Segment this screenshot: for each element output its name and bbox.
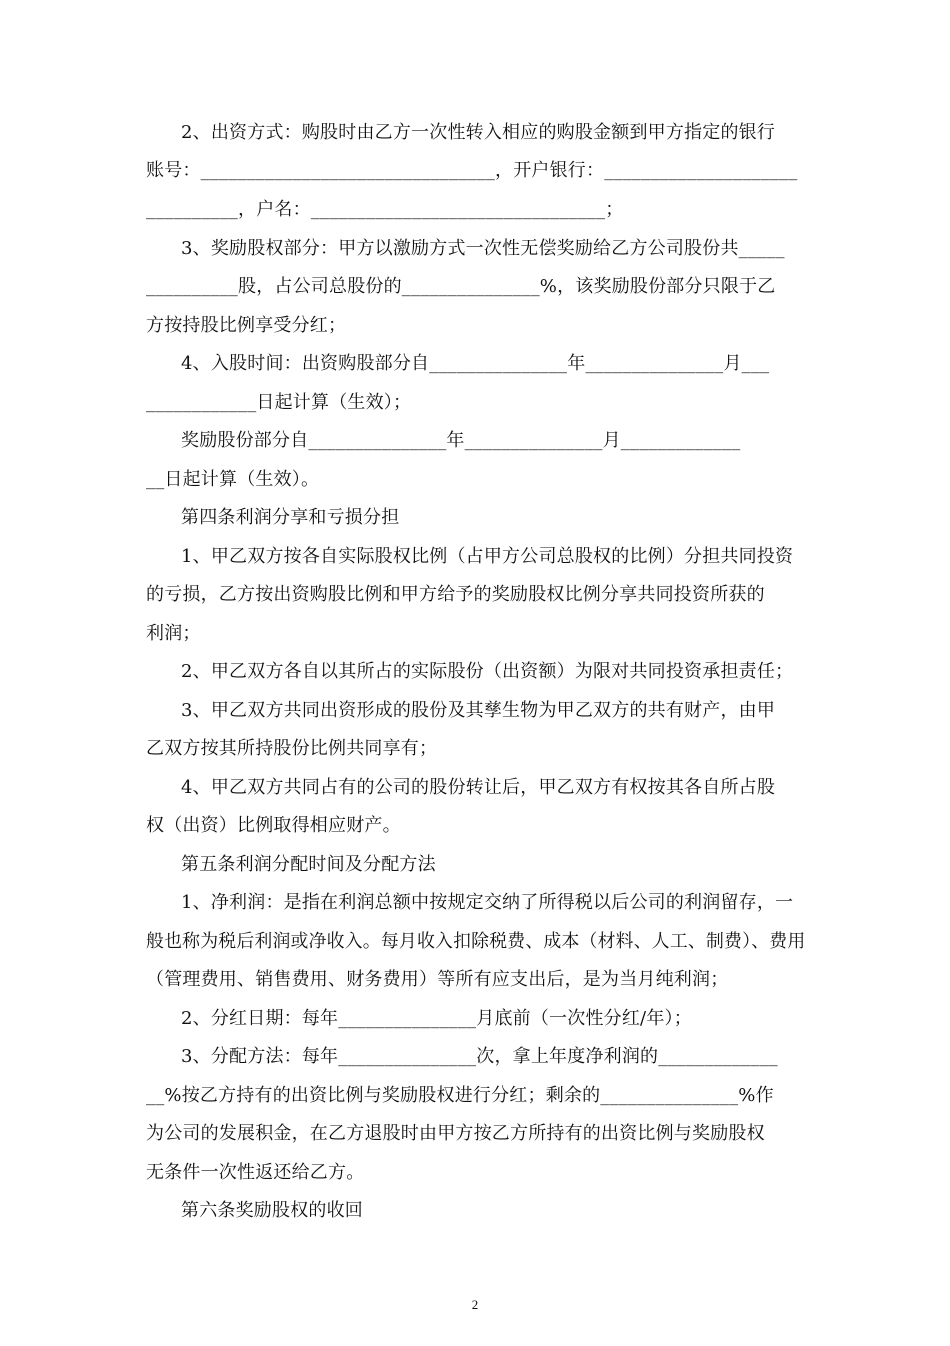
page-number: 2 xyxy=(471,1297,479,1312)
paragraph-line: （管理费用、销售费用、财务费用）等所有应支出后，是为当月纯利润； xyxy=(146,969,729,990)
paragraph-line: 4、甲乙双方共同占有的公司的股份转让后，甲乙双方有权按其各自所占股 xyxy=(181,777,776,798)
paragraph-line: 账号：________________________________，开户银行：_____________________ xyxy=(146,160,798,181)
paragraph-line: 2、出资方式：购股时由乙方一次性转入相应的购股金额到甲方指定的银行 xyxy=(181,122,776,143)
paragraph-line: 为公司的发展积金，在乙方退股时由甲方按乙方所持有的出资比例与奖励股权 xyxy=(146,1123,765,1144)
paragraph-line: __________，户名：________________________________； xyxy=(146,199,624,220)
paragraph-line: __________股，占公司总股份的_______________%，该奖励股份部分只限于乙 xyxy=(146,276,776,297)
paragraph-line: __日起计算（生效）。 xyxy=(146,469,320,490)
paragraph-line: 无条件一次性返还给乙方。 xyxy=(146,1162,365,1183)
paragraph-line: 3、甲乙双方共同出资形成的股份及其孳生物为甲乙双方的共有财产，由甲 xyxy=(181,700,776,721)
paragraph-line: 2、分红日期：每年_______________月底前（一次性分红/年）； xyxy=(181,1008,692,1029)
paragraph-line: 乙双方按其所持股份比例共同享有； xyxy=(146,738,438,759)
section-heading: 第五条利润分配时间及分配方法 xyxy=(181,854,436,875)
paragraph-line: 2、甲乙双方各自以其所占的实际股份（出资额）为限对共同投资承担责任； xyxy=(181,661,794,682)
paragraph-line: ____________日起计算（生效）； xyxy=(146,392,412,413)
section-heading: 第六条奖励股权的收回 xyxy=(181,1200,363,1221)
section-heading: 第四条利润分享和亏损分担 xyxy=(181,507,400,528)
paragraph-line: 3、分配方法：每年_______________次，拿上年度净利润的_____________ xyxy=(181,1046,778,1067)
paragraph-line: 利润； xyxy=(146,623,201,644)
paragraph-line: 权（出资）比例取得相应财产。 xyxy=(146,815,401,836)
paragraph-line: 3、奖励股权部分：甲方以激励方式一次性无偿奖励给乙方公司股份共_____ xyxy=(181,238,785,259)
paragraph-line: 方按持股比例享受分红； xyxy=(146,315,347,336)
paragraph-line: 1、净利润：是指在利润总额中按规定交纳了所得税以后公司的利润留存，一 xyxy=(181,892,794,913)
paragraph-line: 4、入股时间：出资购股部分自_______________年_______________月___ xyxy=(181,353,770,374)
paragraph-line: 奖励股份部分自_______________年_______________月_____________ xyxy=(181,430,741,451)
paragraph-line: 的亏损，乙方按出资购股比例和甲方给予的奖励股权比例分享共同投资所获的 xyxy=(146,584,765,605)
paragraph-line: __%按乙方持有的出资比例与奖励股权进行分红；剩余的_______________%作 xyxy=(146,1085,774,1106)
paragraph-line: 1、甲乙双方按各自实际股权比例（占甲方公司总股权的比例）分担共同投资 xyxy=(181,546,794,567)
paragraph-line: 般也称为税后利润或净收入。每月收入扣除税费、成本（材料、人工、制费）、费用 xyxy=(146,931,806,952)
